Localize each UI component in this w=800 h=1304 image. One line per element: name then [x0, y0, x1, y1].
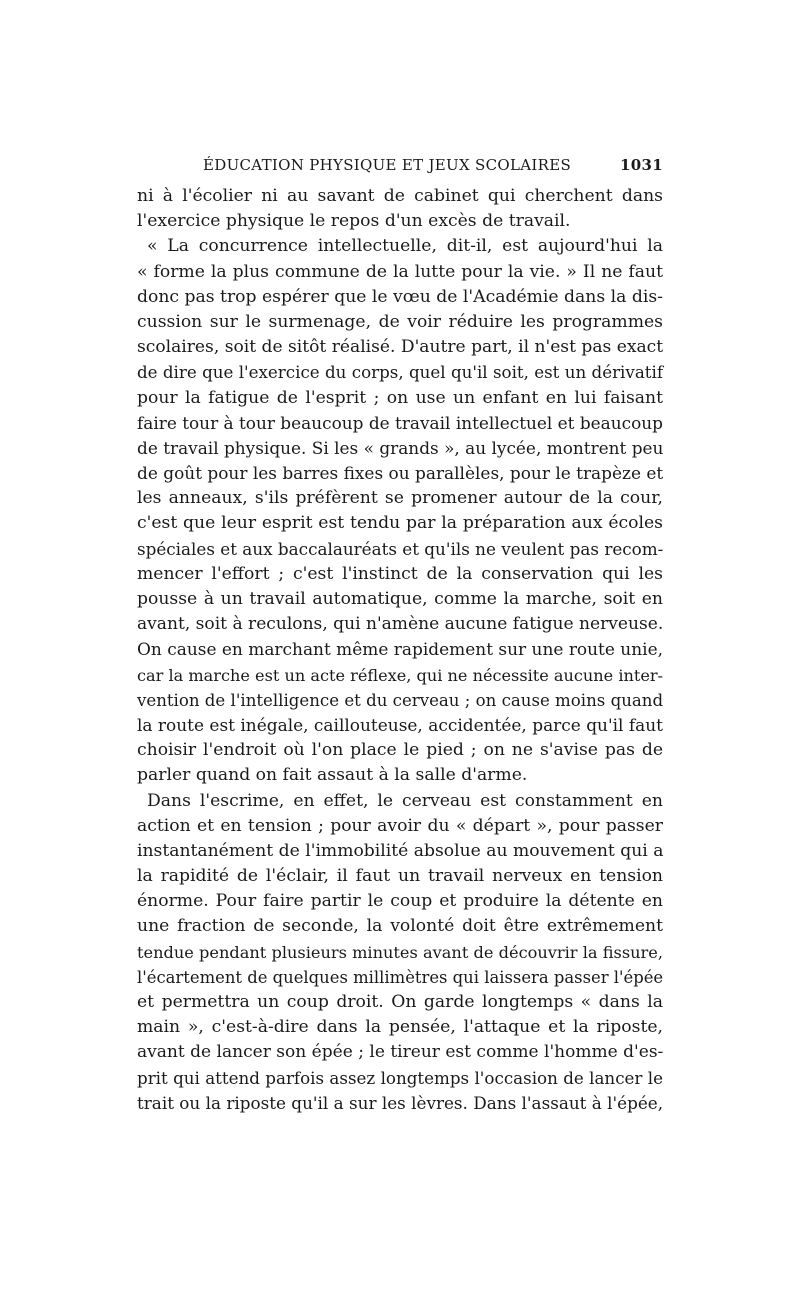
text-line: l'écartement de quelques millimètres qui laissera passer l'épée: [137, 967, 664, 987]
text-line: action et en tension ; pour avoir du « départ », pour passer: [137, 815, 663, 836]
book-page: [137, 150, 663, 1116]
text-line: pousse à un travail automatique, comme la marche, soit en: [137, 589, 663, 609]
text-line: Dans l'escrime, en effet, le cerveau est constamment en: [147, 790, 663, 811]
text-line: prit qui attend parfois assez longtemps l'occasion de lancer le: [137, 1067, 663, 1088]
text-line: de goût pour les barres fixes ou parallèles, pour le trapèze et: [137, 463, 664, 484]
text-line: de travail physique. Si les « grands », au lycée, montrent peu: [137, 437, 664, 458]
text-line: faire tour à tour beaucoup de travail intellectuel et beaucoup: [137, 412, 663, 433]
text-line: « forme la plus commune de la lutte pour la vie. » Il ne faut: [137, 261, 663, 282]
text-line: énorme. Pour faire partir le coup et produire la détente en: [137, 891, 663, 912]
text-line: main », c'est-à-dire dans la pensée, l'attaque et la riposte,: [137, 1017, 663, 1038]
text-line: la route est inégale, caillouteuse, accidentée, parce qu'il faut: [137, 714, 663, 735]
text-line: pour la fatigue de l'esprit ; on use un enfant en lui faisant: [137, 387, 663, 408]
text-line: l'exercice physique le repos d'un excès de travail.: [137, 211, 571, 232]
text-line: avant, soit à reculons, qui n'amène aucune fatigue nerveuse.: [137, 614, 664, 635]
text-line: car la marche est un acte réflexe, qui ne nécessite aucune inter-: [137, 665, 663, 685]
text-line: spéciales et aux baccalauréats et qu'ils ne veulent pas recom-: [137, 538, 664, 559]
text-line: parler quand on fait assaut à la salle d'arme.: [137, 765, 528, 786]
text-line: ni à l'écolier ni au savant de cabinet qui cherchent dans: [137, 186, 663, 206]
text-line: de dire que l'exercice du corps, quel qu'il soit, est un dérivatif: [137, 363, 663, 383]
text-line: « La concurrence intellectuelle, dit-il, est aujourd'hui la: [147, 236, 663, 257]
running-title: ÉDUCATION PHYSIQUE ET JEUX SCOLAIRES: [203, 156, 572, 174]
text-line: c'est que leur esprit est tendu par la préparation aux écoles: [137, 513, 663, 534]
text-line: scolaires, soit de sitôt réalisé. D'autre part, il n'est pas exact: [137, 337, 664, 358]
page-number: 1031: [620, 156, 663, 174]
body-text: [137, 184, 663, 1116]
text-line: trait ou la riposte qu'il a sur les lèvres. Dans l'assaut à l'épée,: [137, 1092, 664, 1113]
text-line: cussion sur le surmenage, de voir réduire les programmes: [137, 311, 663, 332]
text-line: les anneaux, s'ils préfèrent se promener autour de la cour,: [137, 488, 663, 509]
text-line: On cause en marchant même rapidement sur une route unie,: [137, 639, 663, 660]
text-line: vention de l'intelligence et du cerveau ; on cause moins quand: [137, 690, 664, 710]
text-line: instantanément de l'immobilité absolue au mouvement qui a: [137, 840, 664, 861]
text-line: avant de lancer son épée ; le tireur est comme l'homme d'es-: [137, 1042, 664, 1063]
text-line: donc pas trop espérer que le vœu de l'Académie dans la dis-: [137, 286, 663, 307]
text-line: une fraction de seconde, la volonté doit être extrêmement: [137, 916, 663, 937]
running-head: [137, 150, 663, 178]
text-line: mencer l'effort ; c'est l'instinct de la conservation qui les: [137, 563, 663, 584]
text-line: la rapidité de l'éclair, il faut un travail nerveux en tension: [137, 866, 663, 887]
text-line: tendue pendant plusieurs minutes avant de découvrir la fissure,: [137, 942, 663, 962]
text-line: choisir l'endroit où l'on place le pied ; on ne s'avise pas de: [137, 740, 663, 761]
text-line: et permettra un coup droit. On garde longtemps « dans la: [137, 992, 663, 1012]
